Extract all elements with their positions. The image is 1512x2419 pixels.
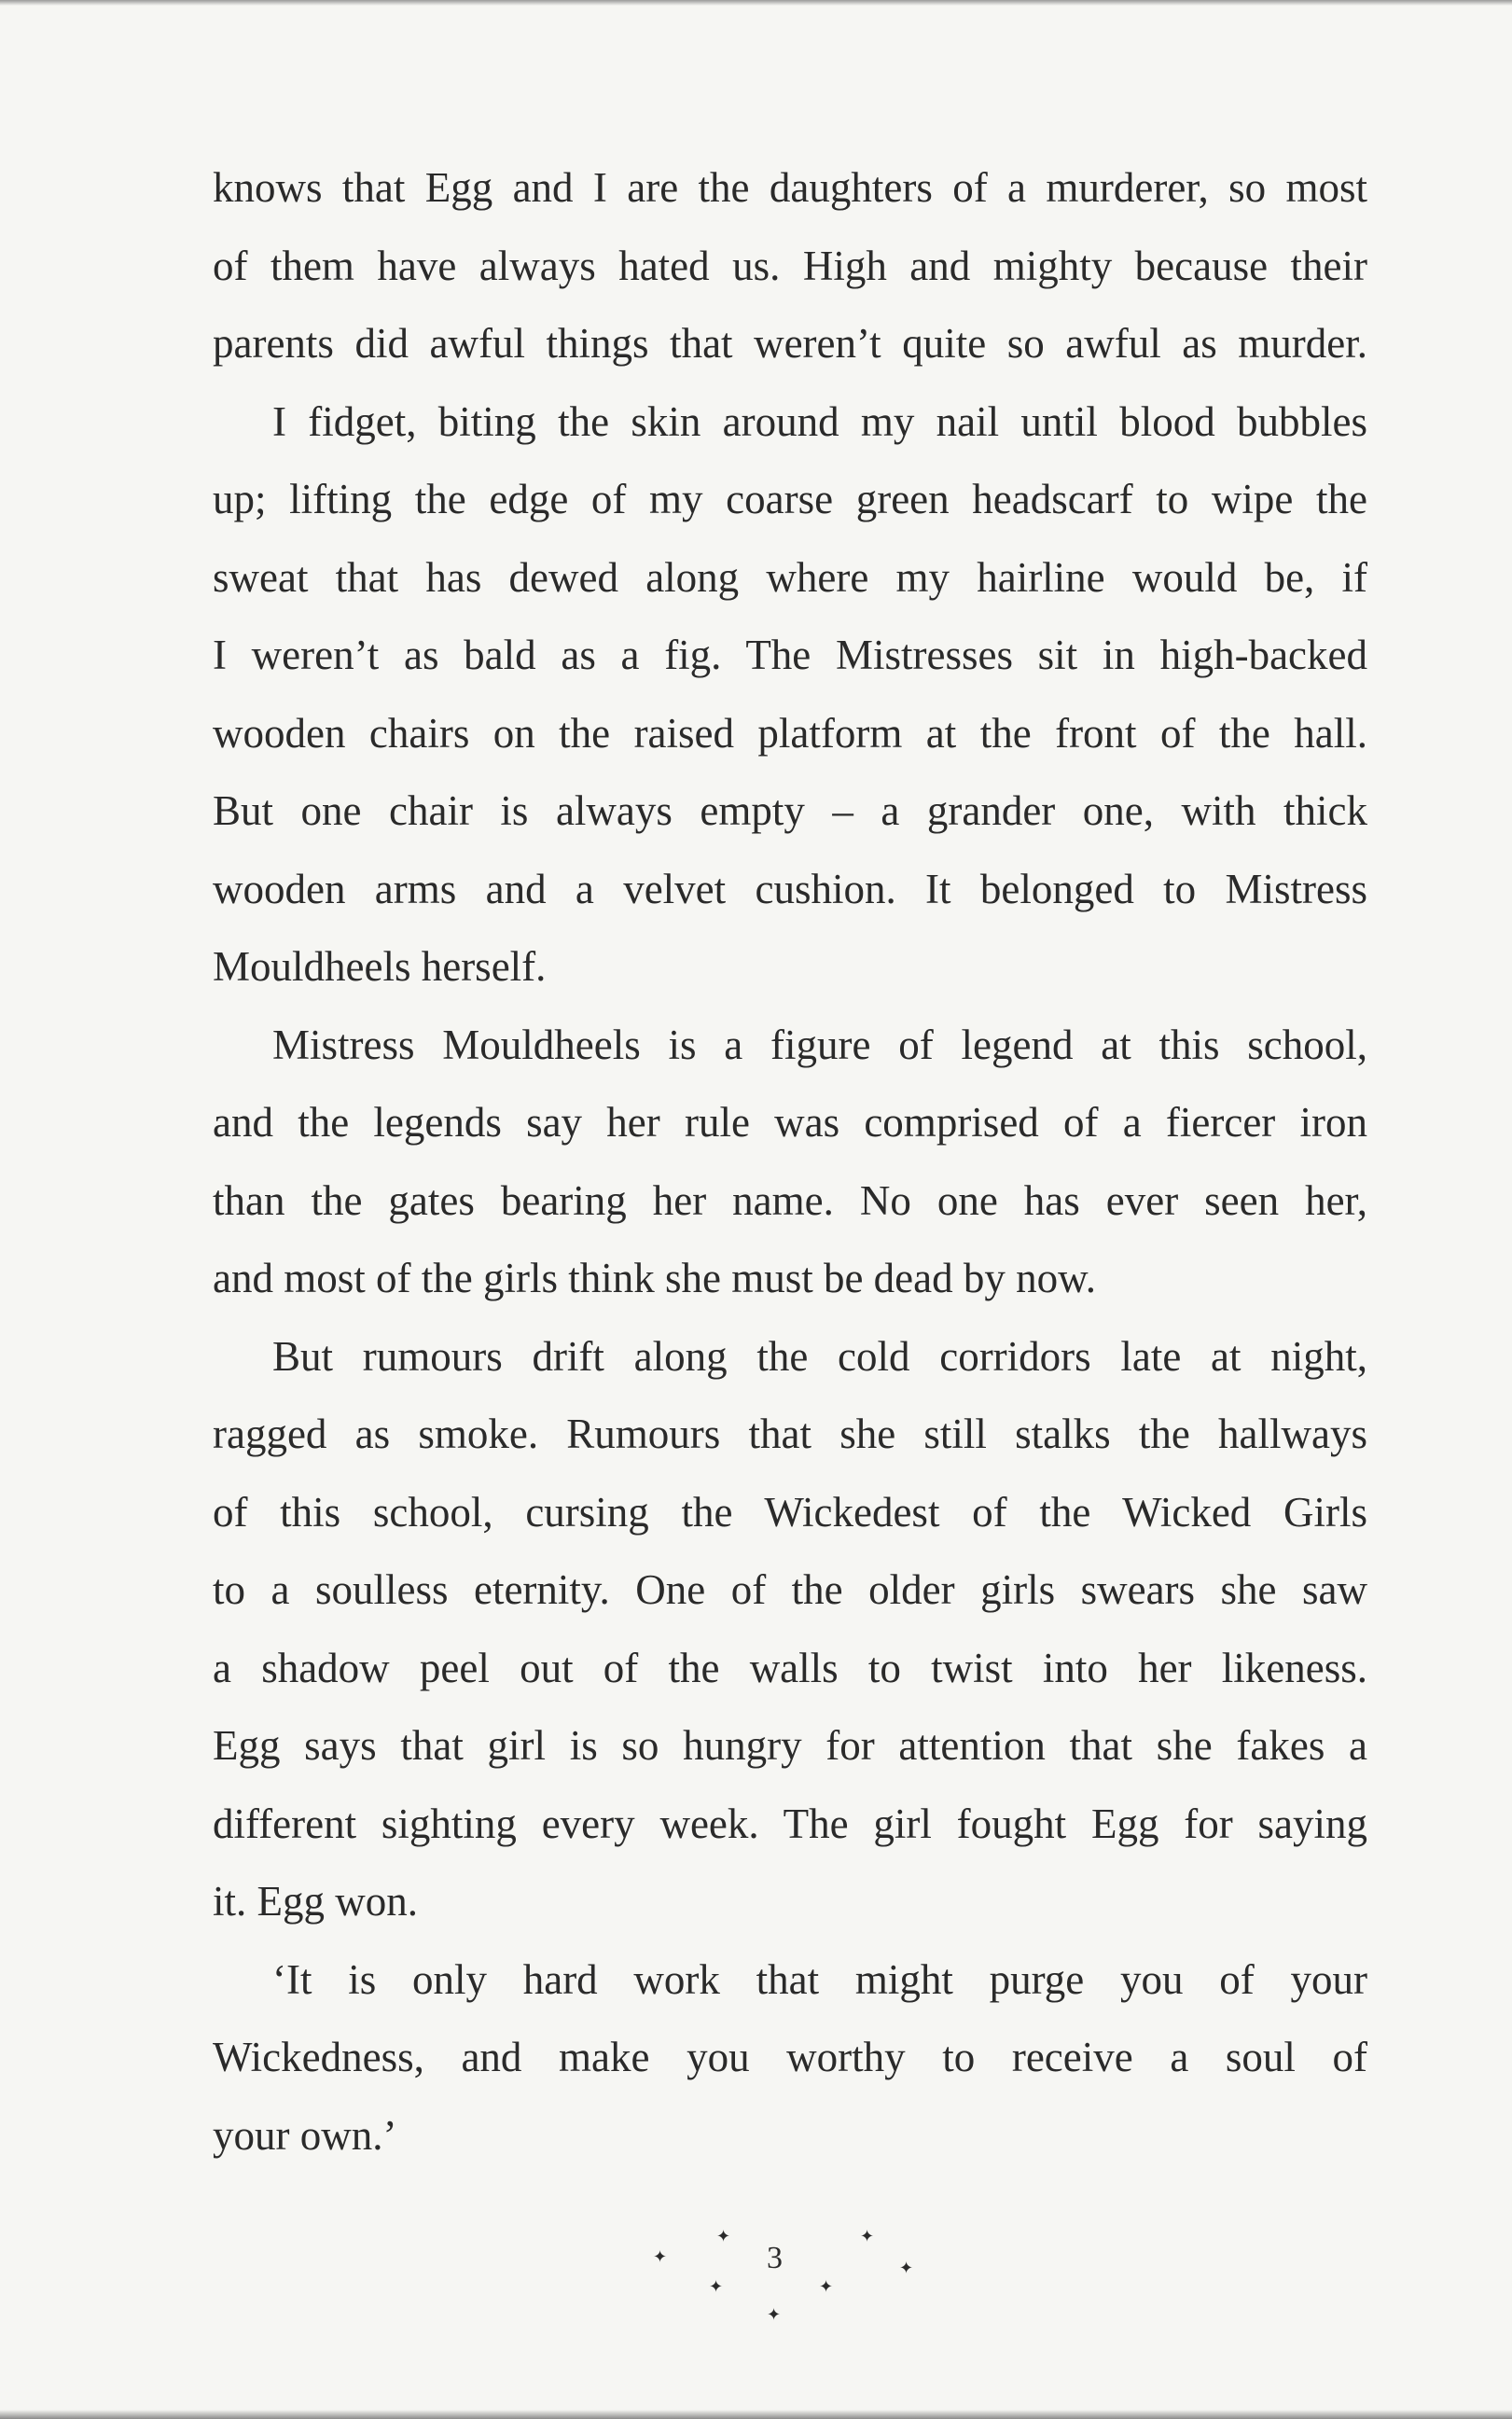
star-ornament-icon: ✦ bbox=[653, 2247, 668, 2266]
page-footer bbox=[0, 2220, 1512, 2332]
star-ornament-icon: ✦ bbox=[819, 2277, 834, 2296]
star-ornament-icon: ✦ bbox=[899, 2259, 914, 2277]
text-line: Mistress Mouldheels is a figure of legend at this school, bbox=[272, 1021, 1367, 1068]
top-edge-shadow bbox=[0, 0, 1512, 6]
text-line: ragged as smoke. Rumours that she still stalks the hallways bbox=[213, 1411, 1367, 1457]
text-line: wooden arms and a velvet cushion. It belonged to Mistress bbox=[213, 865, 1367, 912]
text-line: and most of the girls think she must be dead by now. bbox=[213, 1255, 1096, 1301]
text-line: it. Egg won. bbox=[213, 1878, 418, 1925]
text-line: than the gates bearing her name. No one has ever seen her, bbox=[213, 1176, 1367, 1224]
text-line: sweat that has dewed along where my hairline would be, if bbox=[213, 553, 1367, 601]
bottom-edge-shadow bbox=[0, 2410, 1512, 2419]
page-number: 3 bbox=[767, 2241, 783, 2275]
star-ornament-icon: ✦ bbox=[860, 2227, 875, 2245]
text-line: But rumours drift along the cold corridors late at night, bbox=[272, 1332, 1367, 1380]
text-line: Mouldheels herself. bbox=[213, 943, 547, 990]
text-line: a shadow peel out of the walls to twist into her likeness. bbox=[213, 1644, 1367, 1691]
text-line: I weren’t as bald as a fig. The Mistresses sit in high-backed bbox=[213, 632, 1367, 678]
text-line: Wickedness, and make you worthy to receive a soul of bbox=[213, 2034, 1367, 2080]
text-line: Egg says that girl is so hungry for attention that she fakes a bbox=[213, 1722, 1367, 1769]
text-line: But one chair is always empty – a grander one, with thick bbox=[213, 787, 1367, 834]
text-line: of them have always hated us. High and mighty because their bbox=[213, 242, 1367, 289]
text-line: parents did awful things that weren’t quite so awful as murder. bbox=[213, 320, 1367, 367]
star-ornament-icon: ✦ bbox=[716, 2227, 731, 2245]
text-line: knows that Egg and I are the daughters of a murderer, so most bbox=[213, 164, 1367, 211]
text-line: I fidget, biting the skin around my nail until blood bubbles bbox=[272, 397, 1367, 445]
text-line: wooden chairs on the raised platform at the front of the hall. bbox=[213, 709, 1367, 757]
body-text bbox=[213, 149, 1367, 2175]
text-line: and the legends say her rule was comprised of a fiercer iron bbox=[213, 1099, 1367, 1146]
text-line: different sighting every week. The girl fought Egg for saying bbox=[213, 1800, 1367, 1847]
text-line: ‘It is only hard work that might purge you of your bbox=[272, 1955, 1367, 2003]
star-ornament-icon: ✦ bbox=[709, 2277, 724, 2296]
text-line: of this school, cursing the Wickedest of the Wicked Girls bbox=[213, 1488, 1367, 1536]
text-line: your own.’ bbox=[213, 2111, 397, 2159]
star-ornament-icon: ✦ bbox=[767, 2305, 782, 2324]
text-line: up; lifting the edge of my coarse green headscarf to wipe the bbox=[213, 476, 1367, 522]
text-line: to a soulless eternity. One of the older girls swears she saw bbox=[213, 1566, 1367, 1613]
